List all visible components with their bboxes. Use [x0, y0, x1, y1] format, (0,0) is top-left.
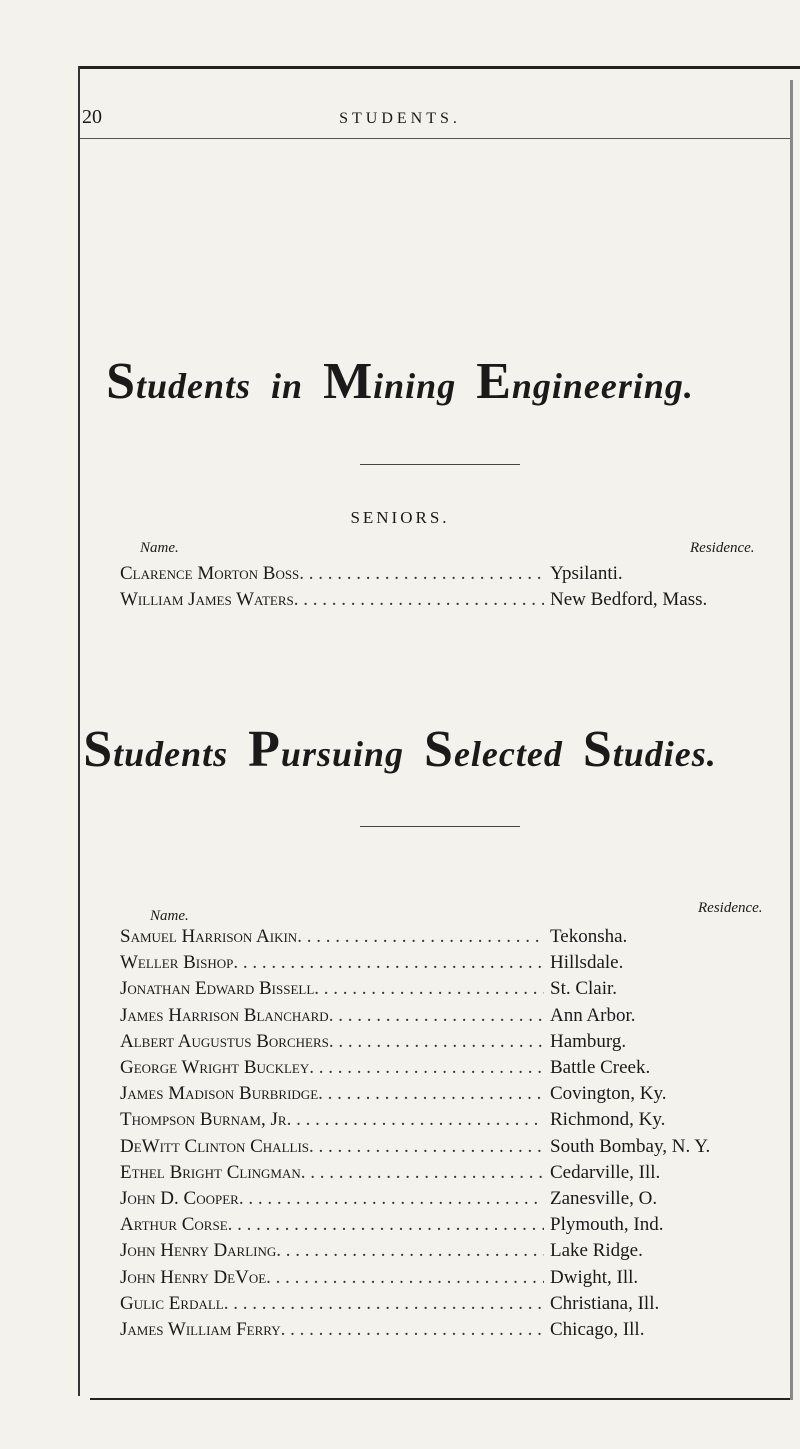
- dot-leader: [299, 563, 544, 585]
- page-border-bottom: [90, 1398, 790, 1400]
- title-initial: S: [424, 721, 454, 778]
- dot-leader: [239, 1188, 544, 1210]
- column-header-name: Name.: [150, 908, 189, 924]
- dot-leader: [233, 952, 544, 974]
- title-initial: S: [83, 721, 114, 778]
- student-name: James Harrison Blanchard: [120, 1004, 329, 1026]
- student-row: [120, 1240, 790, 1266]
- student-row: [120, 563, 790, 589]
- title-word: tudies.: [612, 734, 717, 774]
- header-rule: [80, 138, 790, 139]
- title-initial: S: [106, 353, 136, 410]
- title-divider: [360, 464, 520, 465]
- dot-leader: [309, 1057, 544, 1079]
- student-row: [120, 1293, 790, 1319]
- student-row: [120, 1136, 790, 1162]
- dot-leader: [228, 1214, 544, 1236]
- title-initial: P: [248, 721, 281, 778]
- student-row: [120, 952, 790, 978]
- student-name: John Henry DeVoe: [120, 1266, 267, 1288]
- dot-leader: [314, 978, 544, 1000]
- title-word: ngineering.: [511, 366, 694, 406]
- title-word: ining: [373, 366, 457, 406]
- title-initial: E: [476, 353, 512, 410]
- title-word: tudents: [135, 366, 252, 406]
- student-name: John D. Cooper: [120, 1188, 239, 1209]
- student-name: Gulic Erdall: [120, 1292, 224, 1314]
- title-initial: M: [323, 353, 374, 410]
- student-residence: Zanesville, O.: [550, 1188, 658, 1209]
- dot-leader: [297, 926, 544, 948]
- student-residence: Ann Arbor.: [550, 1004, 636, 1026]
- dot-leader: [329, 1005, 544, 1027]
- student-residence: South Bombay, N. Y.: [550, 1135, 711, 1157]
- student-row: [120, 1031, 790, 1057]
- dot-leader: [294, 589, 544, 611]
- student-name: Albert Augustus Borchers: [120, 1030, 329, 1052]
- column-header-residence: Residence.: [690, 540, 755, 556]
- student-residence: Chicago, Ill.: [550, 1319, 645, 1340]
- title-word: ursuing: [280, 734, 405, 774]
- student-name: Thompson Burnam, Jr: [120, 1109, 287, 1131]
- student-row: [120, 1188, 790, 1214]
- student-name: Clarence Morton Boss: [120, 563, 300, 584]
- student-row: [120, 926, 790, 952]
- dot-leader: [318, 1083, 544, 1105]
- student-row: [120, 1057, 790, 1083]
- title-word: in: [271, 366, 304, 406]
- column-header-residence: Residence.: [698, 900, 763, 916]
- student-residence: Hamburg.: [550, 1030, 627, 1052]
- title-initial: S: [582, 721, 613, 778]
- student-residence: Christiana, Ill.: [550, 1292, 660, 1314]
- student-name: DeWitt Clinton Challis: [120, 1135, 310, 1157]
- mining-section-title: [0, 352, 800, 411]
- dot-leader: [287, 1109, 544, 1131]
- dot-leader: [276, 1240, 544, 1262]
- dot-leader: [281, 1319, 544, 1341]
- dot-leader: [309, 1136, 544, 1158]
- student-row: [120, 1214, 790, 1240]
- student-name: George Wright Buckley: [120, 1057, 310, 1078]
- dot-leader: [301, 1162, 544, 1184]
- student-residence: Cedarville, Ill.: [550, 1161, 661, 1183]
- student-row: [120, 1162, 790, 1188]
- student-name: William James Waters: [120, 589, 294, 610]
- student-residence: St. Clair.: [550, 978, 618, 1000]
- student-name: Ethel Bright Clingman: [120, 1161, 301, 1183]
- title-divider: [360, 826, 520, 827]
- title-word: elected: [453, 734, 563, 774]
- student-residence: Lake Ridge.: [550, 1240, 643, 1262]
- dot-leader: [329, 1031, 544, 1053]
- student-name: James William Ferry: [120, 1319, 281, 1340]
- student-row: [120, 589, 790, 615]
- student-residence: Hillsdale.: [550, 952, 624, 974]
- student-name: Arthur Corse: [120, 1214, 228, 1236]
- student-residence: Covington, Ky.: [550, 1083, 667, 1105]
- title-word: tudents: [113, 734, 229, 774]
- student-residence: Plymouth, Ind.: [550, 1214, 664, 1236]
- student-name: Samuel Harrison Aikin: [120, 926, 298, 947]
- student-residence: Ypsilanti.: [550, 563, 623, 584]
- page-border-top: [78, 66, 800, 69]
- student-row: [120, 978, 790, 1004]
- student-residence: Dwight, Ill.: [550, 1266, 639, 1288]
- column-header-name: Name.: [140, 540, 179, 556]
- student-row: [120, 1319, 790, 1345]
- student-row: [120, 1267, 790, 1293]
- page-number: 20: [82, 106, 102, 128]
- student-row: [120, 1005, 790, 1031]
- dot-leader: [224, 1293, 544, 1315]
- student-residence: Tekonsha.: [550, 926, 628, 947]
- student-name: John Henry Darling: [120, 1240, 277, 1262]
- running-head: STUDENTS.: [339, 110, 461, 127]
- dot-leader: [266, 1267, 544, 1289]
- student-name: Jonathan Edward Bissell: [120, 978, 315, 1000]
- student-row: [120, 1083, 790, 1109]
- selected-section-title: [0, 720, 800, 779]
- student-name: James Madison Burbridge: [120, 1083, 319, 1105]
- seniors-label: SENIORS.: [350, 508, 450, 527]
- student-residence: Richmond, Ky.: [550, 1109, 666, 1131]
- student-row: [120, 1109, 790, 1135]
- student-residence: New Bedford, Mass.: [550, 589, 708, 610]
- student-name: Weller Bishop: [120, 952, 234, 974]
- student-residence: Battle Creek.: [550, 1057, 651, 1078]
